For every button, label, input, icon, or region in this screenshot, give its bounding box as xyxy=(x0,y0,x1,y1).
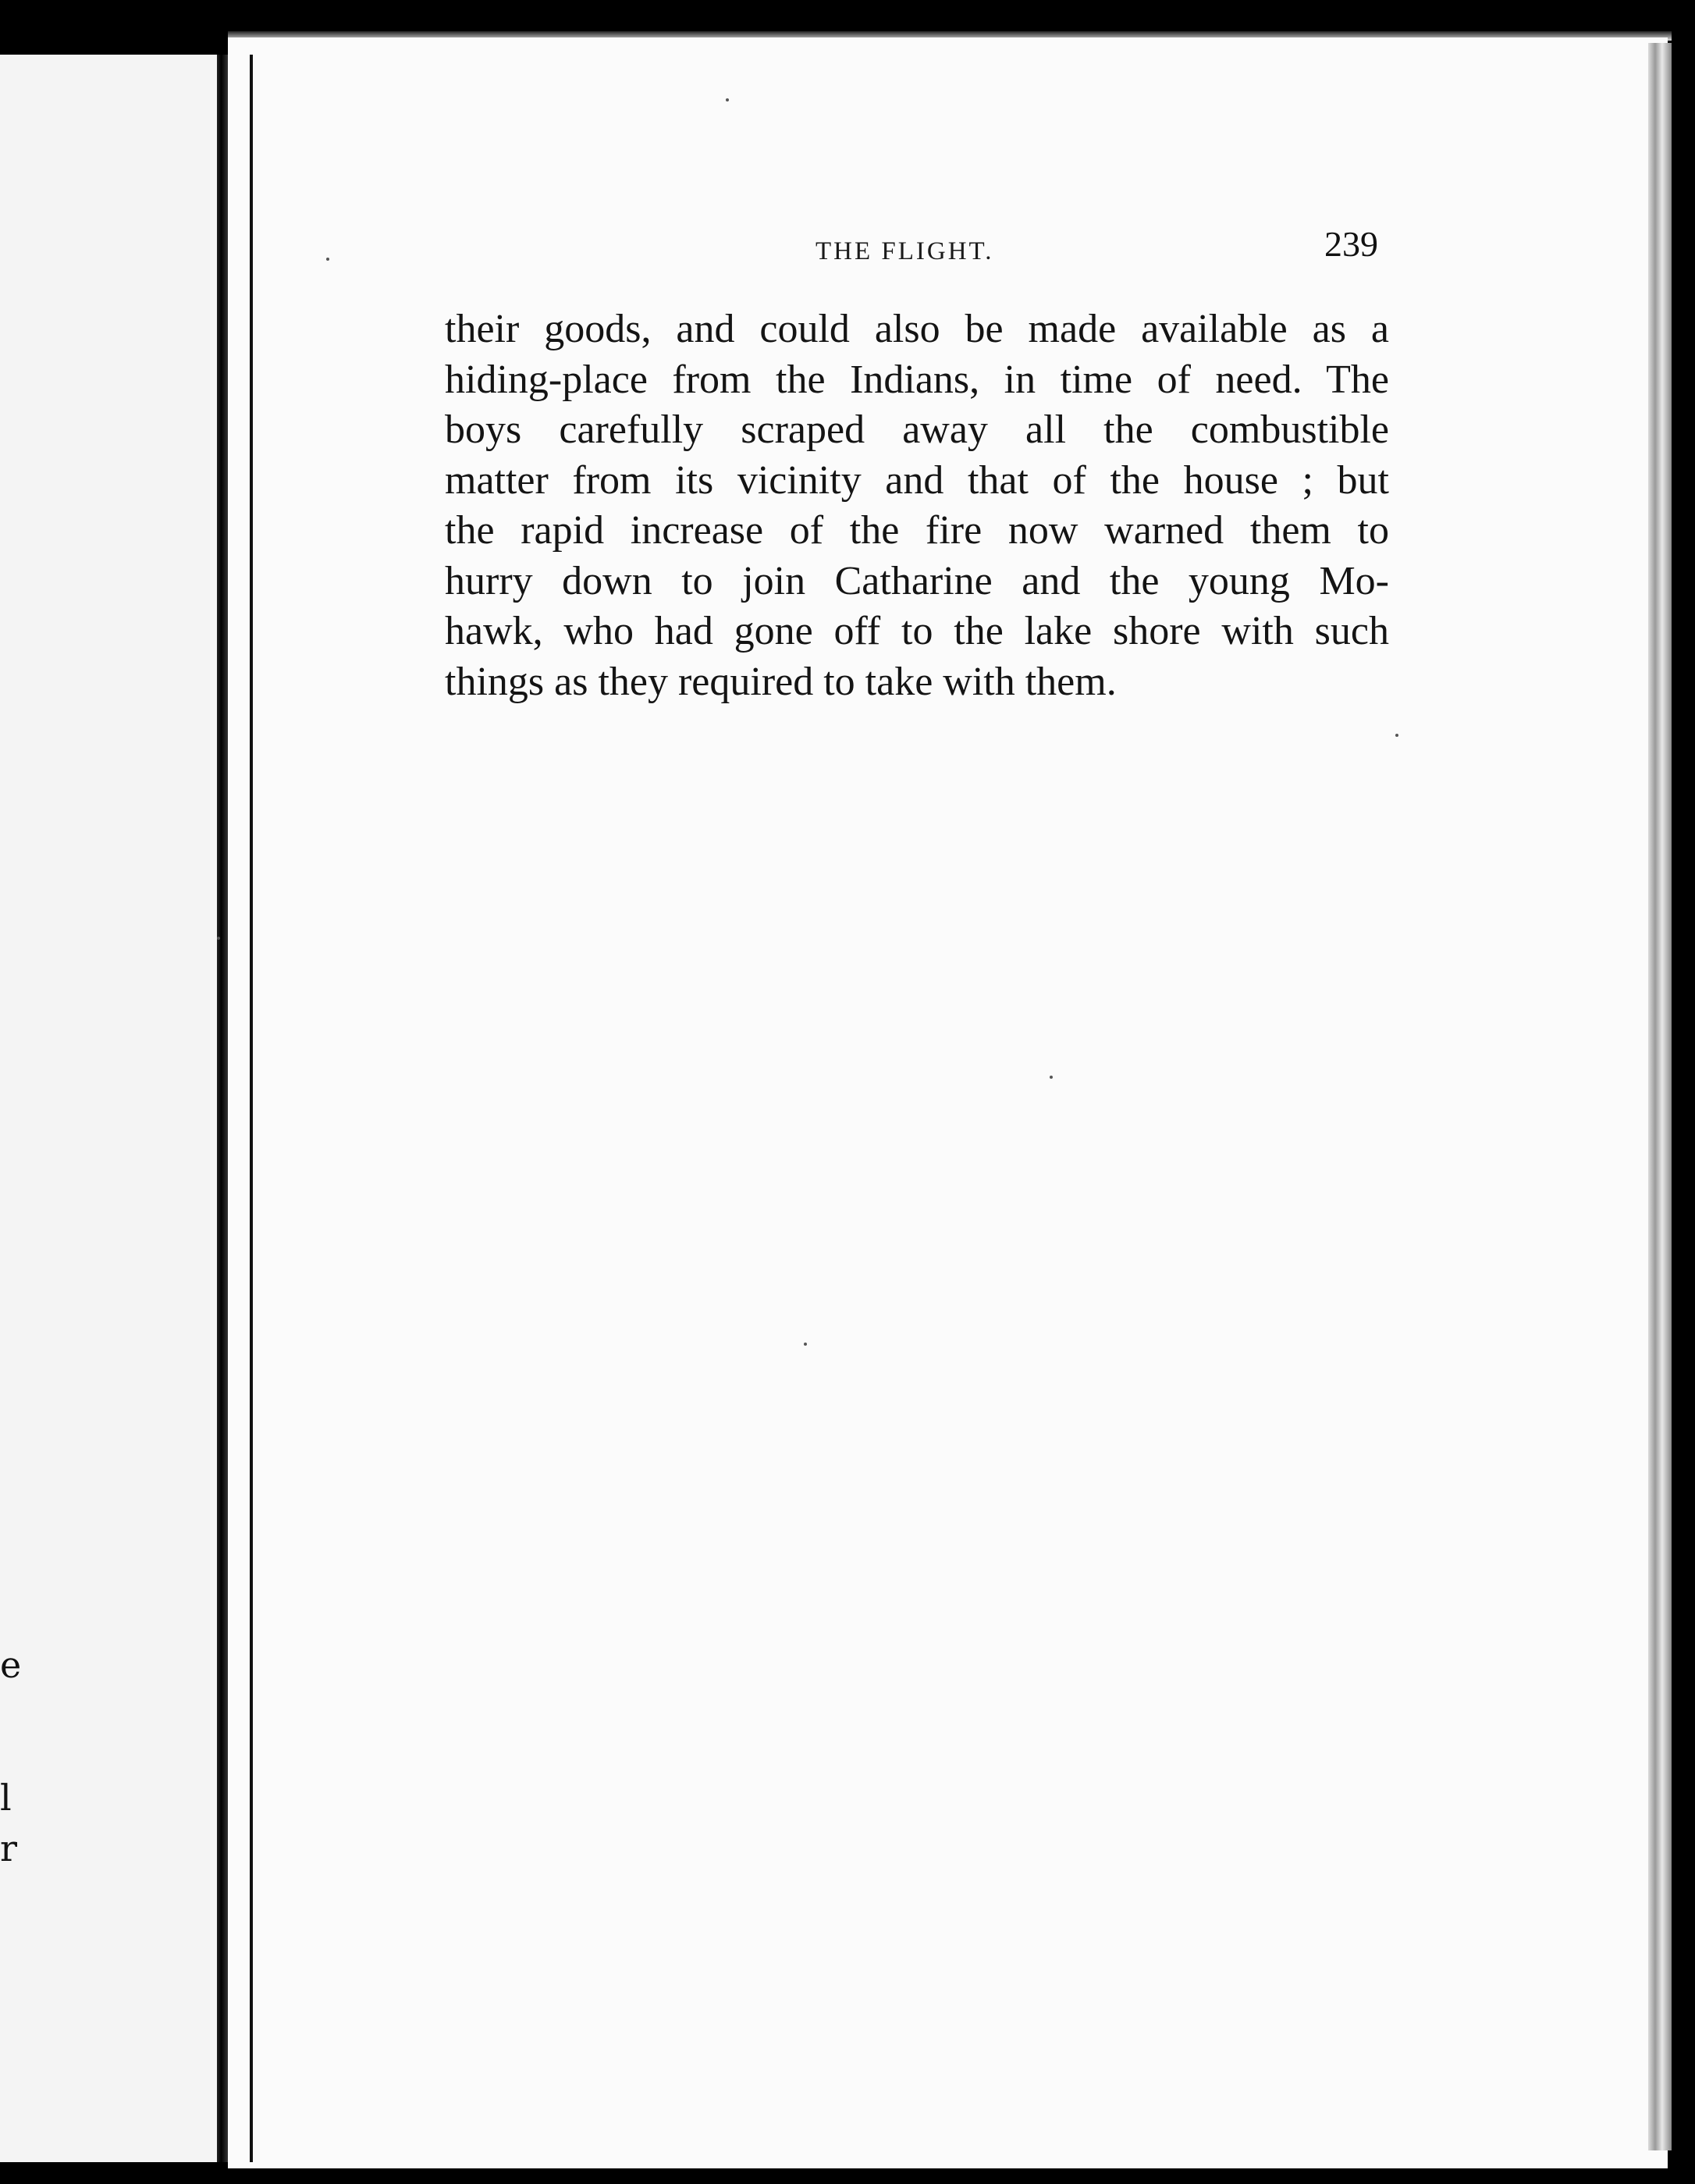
paper-speck xyxy=(1395,734,1398,737)
previous-page-fragment: r xyxy=(0,1827,17,1869)
paper-speck xyxy=(726,98,729,101)
running-head: THE FLIGHT. xyxy=(816,237,994,265)
text-line: their goods, and could also be made available as a xyxy=(445,307,1389,351)
body-paragraph xyxy=(445,304,1389,707)
paper-speck xyxy=(1050,1076,1053,1079)
paper-speck xyxy=(326,258,329,261)
page-number: 239 xyxy=(1324,224,1378,264)
text-line: hiding-place from the Indians, in time of need. The xyxy=(445,357,1389,402)
previous-page-sliver xyxy=(0,55,222,2162)
previous-page-fragment: l xyxy=(0,1777,12,1819)
text-line: things as they required to take with them. xyxy=(445,659,1117,704)
text-line: boys carefully scraped away all the combustible xyxy=(445,407,1389,452)
right-page-edge xyxy=(1648,43,1672,2150)
page-gutter-shadow xyxy=(217,55,228,2162)
text-line: hawk, who had gone off to the lake shore with such xyxy=(445,609,1389,653)
text-line: matter from its vicinity and that of the house ; but xyxy=(445,457,1389,503)
paper-speck xyxy=(217,937,220,940)
text-line: the rapid increase of the fire now warned them to xyxy=(445,508,1389,553)
paper-speck xyxy=(804,1343,807,1346)
previous-page-fragment: e xyxy=(0,1644,22,1686)
page-binding-edge xyxy=(250,55,253,2162)
text-line: hurry down to join Catharine and the young Mo- xyxy=(445,558,1389,603)
